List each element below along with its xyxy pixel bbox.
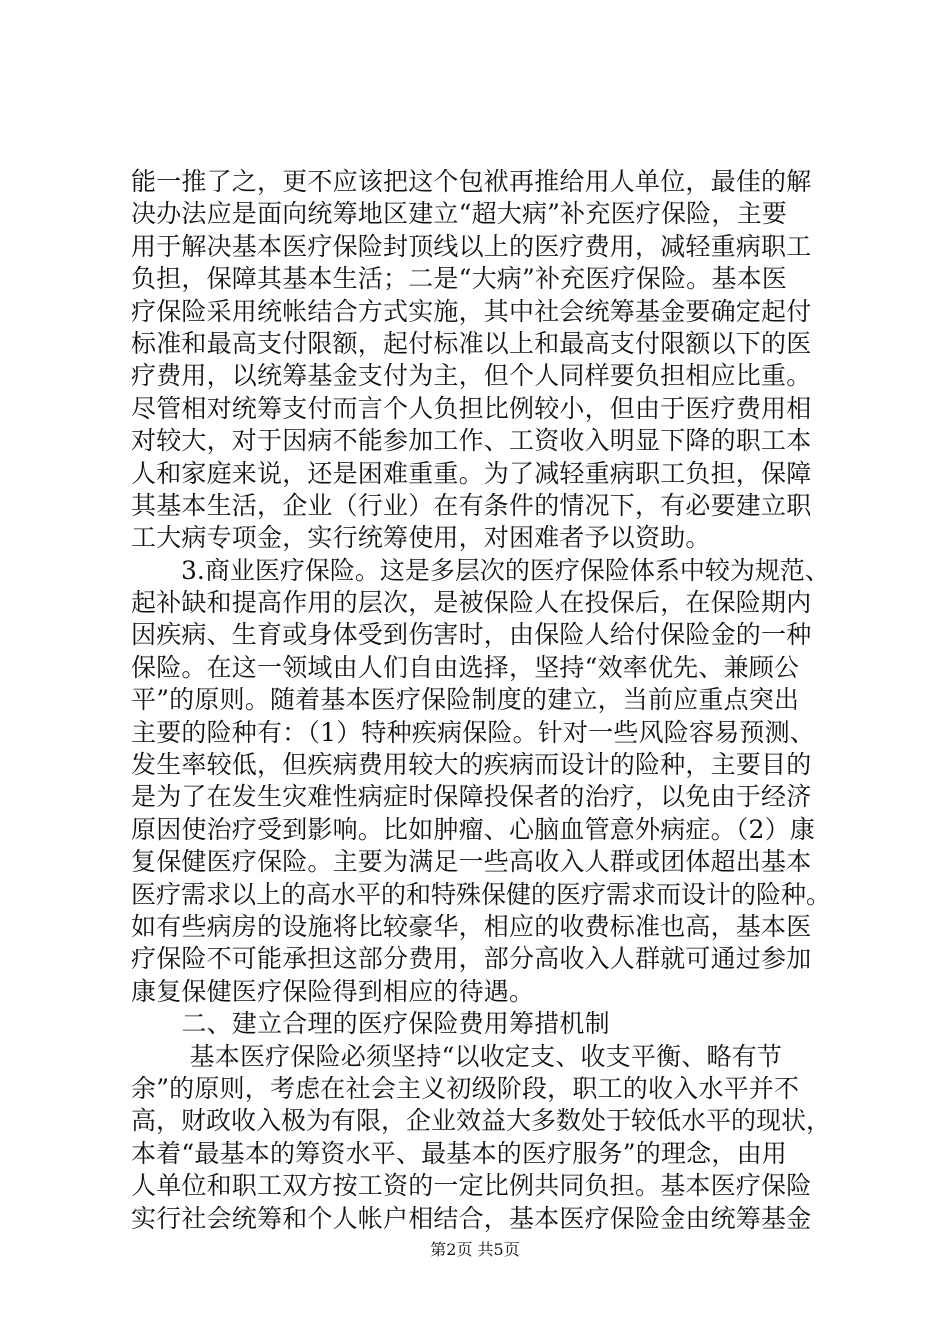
text-line: 3.商业医疗保险。这是多层次的医疗保险体系中较为规范、 [131,555,830,585]
text-line: 用于解决基本医疗保险封顶线以上的医疗费用，减轻重病职工 [131,231,812,261]
text-line: 能一推了之，更不应该把这个包袱再推给用人单位，最佳的解 [131,167,812,196]
text-line: 其基本生活，企业（行业）在有条件的情况下，有必要建立职 [131,490,812,520]
text-line: 二、建立合理的医疗保险费用筹措机制 [131,1009,610,1039]
text-line: 标准和最高支付限额，起付标准以上和最高支付限额以下的医 [131,328,812,358]
text-line: 康复保健医疗保险得到相应的待遇。 [131,976,535,1006]
text-line: 医疗需求以上的高水平的和特殊保健的医疗需求而设计的险种。 [131,879,832,909]
text-line: 高，财政收入极为有限，企业效益大多数处于较低水平的现状， [131,1106,832,1136]
text-line: 平”的原则。随着基本医疗保险制度的建立，当前应重点突出 [131,685,800,715]
text-line: 决办法应是面向统筹地区建立“超大病”补充医疗保险，主要 [131,199,787,229]
text-line: 如有些病房的设施将比较豪华，相应的收费标准也高，基本医 [131,911,812,941]
body-text [131,166,831,1235]
text-line: 疗费用，以统筹基金支付为主，但个人同样要负担相应比重。 [131,361,812,391]
text-line: 原因使治疗受到影响。比如肿瘤、心脑血管意外病症。（2）康 [131,814,816,844]
text-line: 保险。在这一领域由人们自由选择，坚持“效率优先、兼顾公 [131,652,800,682]
text-line: 人单位和职工双方按工资的一定比例共同负担。基本医疗保险 [131,1171,812,1201]
text-line: 余”的原则，考虑在社会主义初级阶段，职工的收入水平并不 [131,1073,800,1103]
text-line: 人和家庭来说，还是困难重重。为了减轻重病职工负担，保障 [131,458,812,488]
text-line: 基本医疗保险必须坚持“以收定支、收支平衡、略有节 [131,1041,783,1071]
text-line: 负担，保障其基本生活；二是“大病”补充医疗保险。基本医 [131,264,787,294]
text-line: 复保健医疗保险。主要为满足一些高收入人群或团体超出基本 [131,847,812,877]
text-line: 实行社会统筹和个人帐户相结合，基本医疗保险金由统筹基金 [131,1203,812,1233]
text-line: 因疾病、生育或身体受到伤害时，由保险人给付保险金的一种 [131,620,812,650]
page-footer: 第2页 共5页 [430,1240,520,1259]
text-line: 起补缺和提高作用的层次，是被保险人在投保后，在保险期内 [131,588,812,618]
text-line: 疗保险不可能承担这部分费用，部分高收入人群就可通过参加 [131,944,812,974]
text-line: 发生率较低，但疾病费用较大的疾病而设计的险种，主要目的 [131,750,812,780]
text-line: 疗保险采用统帐结合方式实施，其中社会统筹基金要确定起付 [131,296,812,326]
text-line: 是为了在发生灾难性病症时保障投保者的治疗，以免由于经济 [131,782,812,812]
text-line: 本着“最基本的筹资水平、最基本的医疗服务”的理念，由用 [131,1138,787,1168]
text-line: 尽管相对统筹支付而言个人负担比例较小，但由于医疗费用相 [131,393,812,423]
text-line: 工大病专项金，实行统筹使用，对困难者予以资助。 [131,523,711,553]
text-line: 对较大，对于因病不能参加工作、工资收入明显下降的职工本 [131,426,812,456]
text-line: 主要的险种有：（1）特种疾病保险。针对一些风险容易预测、 [131,717,816,747]
